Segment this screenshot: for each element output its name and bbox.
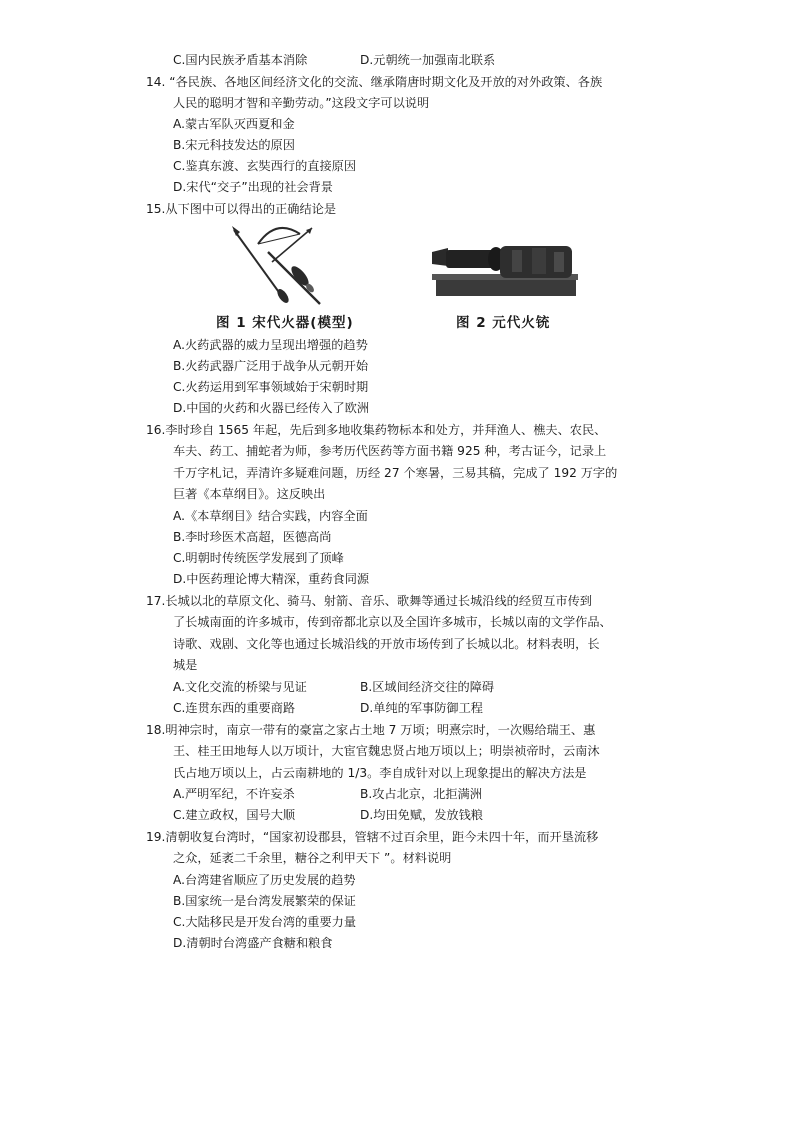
q13-option-c: C.国内民族矛盾基本消除 [173,53,308,67]
q17-option-c: C.连贯东西的重要商路 [173,701,296,715]
q15-option-a: A.火药武器的威力呈现出增强的趋势 [173,338,368,352]
song-firearms-illustration [228,222,328,306]
q16-option-c: C.明朝时传统医学发展到了顶峰 [173,551,344,565]
q19-option-b: B.国家统一是台湾发展繁荣的保证 [173,894,356,908]
q17-option-d: D.单纯的军事防御工程 [360,701,483,715]
q15-option-b: B.火药武器广泛用于战争从元朝开始 [173,359,369,373]
q14-stem-line2: 人民的聪明才智和辛勤劳动。”这段文字可以说明 [173,96,430,110]
figure1-caption: 图 1 宋代火器(模型) [216,315,354,331]
q17-stem-line3: 诗歌、戏剧、文化等也通过长城沿线的开放市场传到了长城以北。材料表明，长 [173,637,600,651]
q15-option-c: C.火药运用到军事领域始于宋朝时期 [173,380,369,394]
q15-option-d: D.中国的火药和火器已经传入了欧洲 [173,401,370,415]
q14-option-d: D.宋代“交子”出现的社会背景 [173,180,333,194]
q18-stem-line2: 王、桂王田地每人以万顷计，大宦官魏忠贤占地万顷以上；明崇祯帝时，云南沐 [173,744,600,758]
q14-option-b: B.宋元科技发达的原因 [173,138,295,152]
q19-stem-line2: 之众，延袤二千余里，糖谷之利甲天下 ”。材料说明 [173,851,452,865]
q18-option-c: C.建立政权，国号大顺 [173,808,296,822]
yuan-cannon-photo [428,238,578,300]
q15-stem: 15.从下图中可以得出的正确结论是 [146,202,337,216]
q16-option-a: A.《本草纲目》结合实践，内容全面 [173,509,368,523]
q19-option-d: D.清朝时台湾盛产食糖和粮食 [173,936,333,950]
q18-option-d: D.均田免赋，发放钱粮 [360,808,483,822]
figure-song-firearms [228,222,328,306]
q19-option-c: C.大陆移民是开发台湾的重要力量 [173,915,357,929]
q18-stem-line3: 氏占地万顷以上，占云南耕地的 1/3。李自成针对以上现象提出的解决方法是 [173,766,587,780]
q17-stem-line4: 城是 [173,658,198,672]
q18-stem-line1: 18.明神宗时，南京一带有的豪富之家占土地 7 万顷；明熹宗时，一次赐给瑞王、惠 [146,723,596,737]
q16-stem-line4: 巨著《本草纲目》。这反映出 [173,487,326,501]
figure-yuan-cannon [428,238,578,300]
q17-option-a: A.文化交流的桥梁与见证 [173,680,307,694]
q17-option-b: B.区域间经济交往的障碍 [360,680,495,694]
q18-option-b: B.攻占北京，北拒满洲 [360,787,482,801]
figure2-caption: 图 2 元代火铳 [456,315,551,331]
q14-stem-line1: 14. “各民族、各地区间经济文化的交流、继承隋唐时期文化及开放的对外政策、各族 [146,75,603,89]
q17-stem-line1: 17.长城以北的草原文化、骑马、射箭、音乐、歌舞等通过长城沿线的经贸互市传到 [146,594,592,608]
q16-stem-line1: 16.李时珍自 1565 年起，先后到多地收集药物标本和处方，并拜渔人、樵夫、农民、 [146,423,607,437]
q19-stem-line1: 19.清朝收复台湾时，“国家初设郡县，管辖不过百余里，距今未四十年，而开垦流移 [146,830,599,844]
q14-option-c: C.鉴真东渡、玄奘西行的直接原因 [173,159,357,173]
q16-option-d: D.中医药理论博大精深，重药食同源 [173,572,370,586]
q14-option-a: A.蒙古军队灭西夏和金 [173,117,295,131]
q19-option-a: A.台湾建省顺应了历史发展的趋势 [173,873,356,887]
q16-stem-line2: 车夫、药工、捕蛇者为师，参考历代医药等方面书籍 925 种，考古证今，记录上 [173,444,607,458]
q18-option-a: A.严明军纪，不许妄杀 [173,787,295,801]
q13-option-d: D.元朝统一加强南北联系 [360,53,496,67]
q17-stem-line2: 了长城南面的许多城市，传到帝都北京以及全国许多城市，长城以南的文学作品、 [173,615,612,629]
q16-option-b: B.李时珍医术高超，医德高尚 [173,530,332,544]
q16-stem-line3: 千万字札记，弄清许多疑难问题，历经 27 个寒暑，三易其稿，完成了 192 万字的 [173,466,618,480]
